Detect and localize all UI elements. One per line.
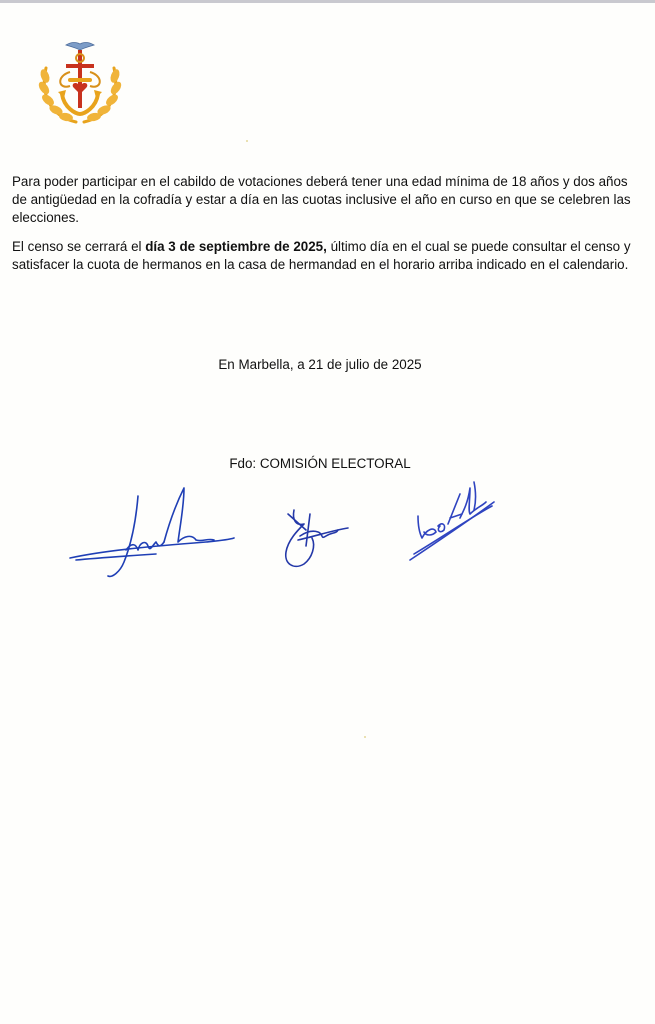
- paper-speck: [364, 736, 366, 738]
- signed-by-line: Fdo: COMISIÓN ELECTORAL: [229, 456, 411, 471]
- census-text-start: El censo se cerrará el: [12, 239, 146, 254]
- census-close-date: día 3 de septiembre de 2025,: [145, 239, 327, 254]
- brotherhood-crest-icon: [36, 36, 124, 128]
- census-paragraph: [12, 238, 642, 274]
- census-text-end: último día en el cual se puede consultar el censo y satisfacer la cuota de hermanos en la casa de hermandad en el horario arriba indicado en el calendario.: [12, 239, 631, 272]
- eligibility-paragraph: Para poder participar en el cabildo de votaciones deberá tener una edad mínima de 18 años y dos años de antigüedad en la cofradía y estar a día en las cuotas inclusive el año en curso en que se celebren las elecciones.: [12, 174, 631, 225]
- signature-2-icon: [276, 500, 354, 576]
- place-date-line: En Marbella, a 21 de julio de 2025: [218, 357, 422, 372]
- signature-1-icon: [66, 480, 238, 584]
- top-border: [0, 0, 655, 3]
- paper-speck: [246, 140, 248, 142]
- signature-3-icon: [404, 474, 500, 566]
